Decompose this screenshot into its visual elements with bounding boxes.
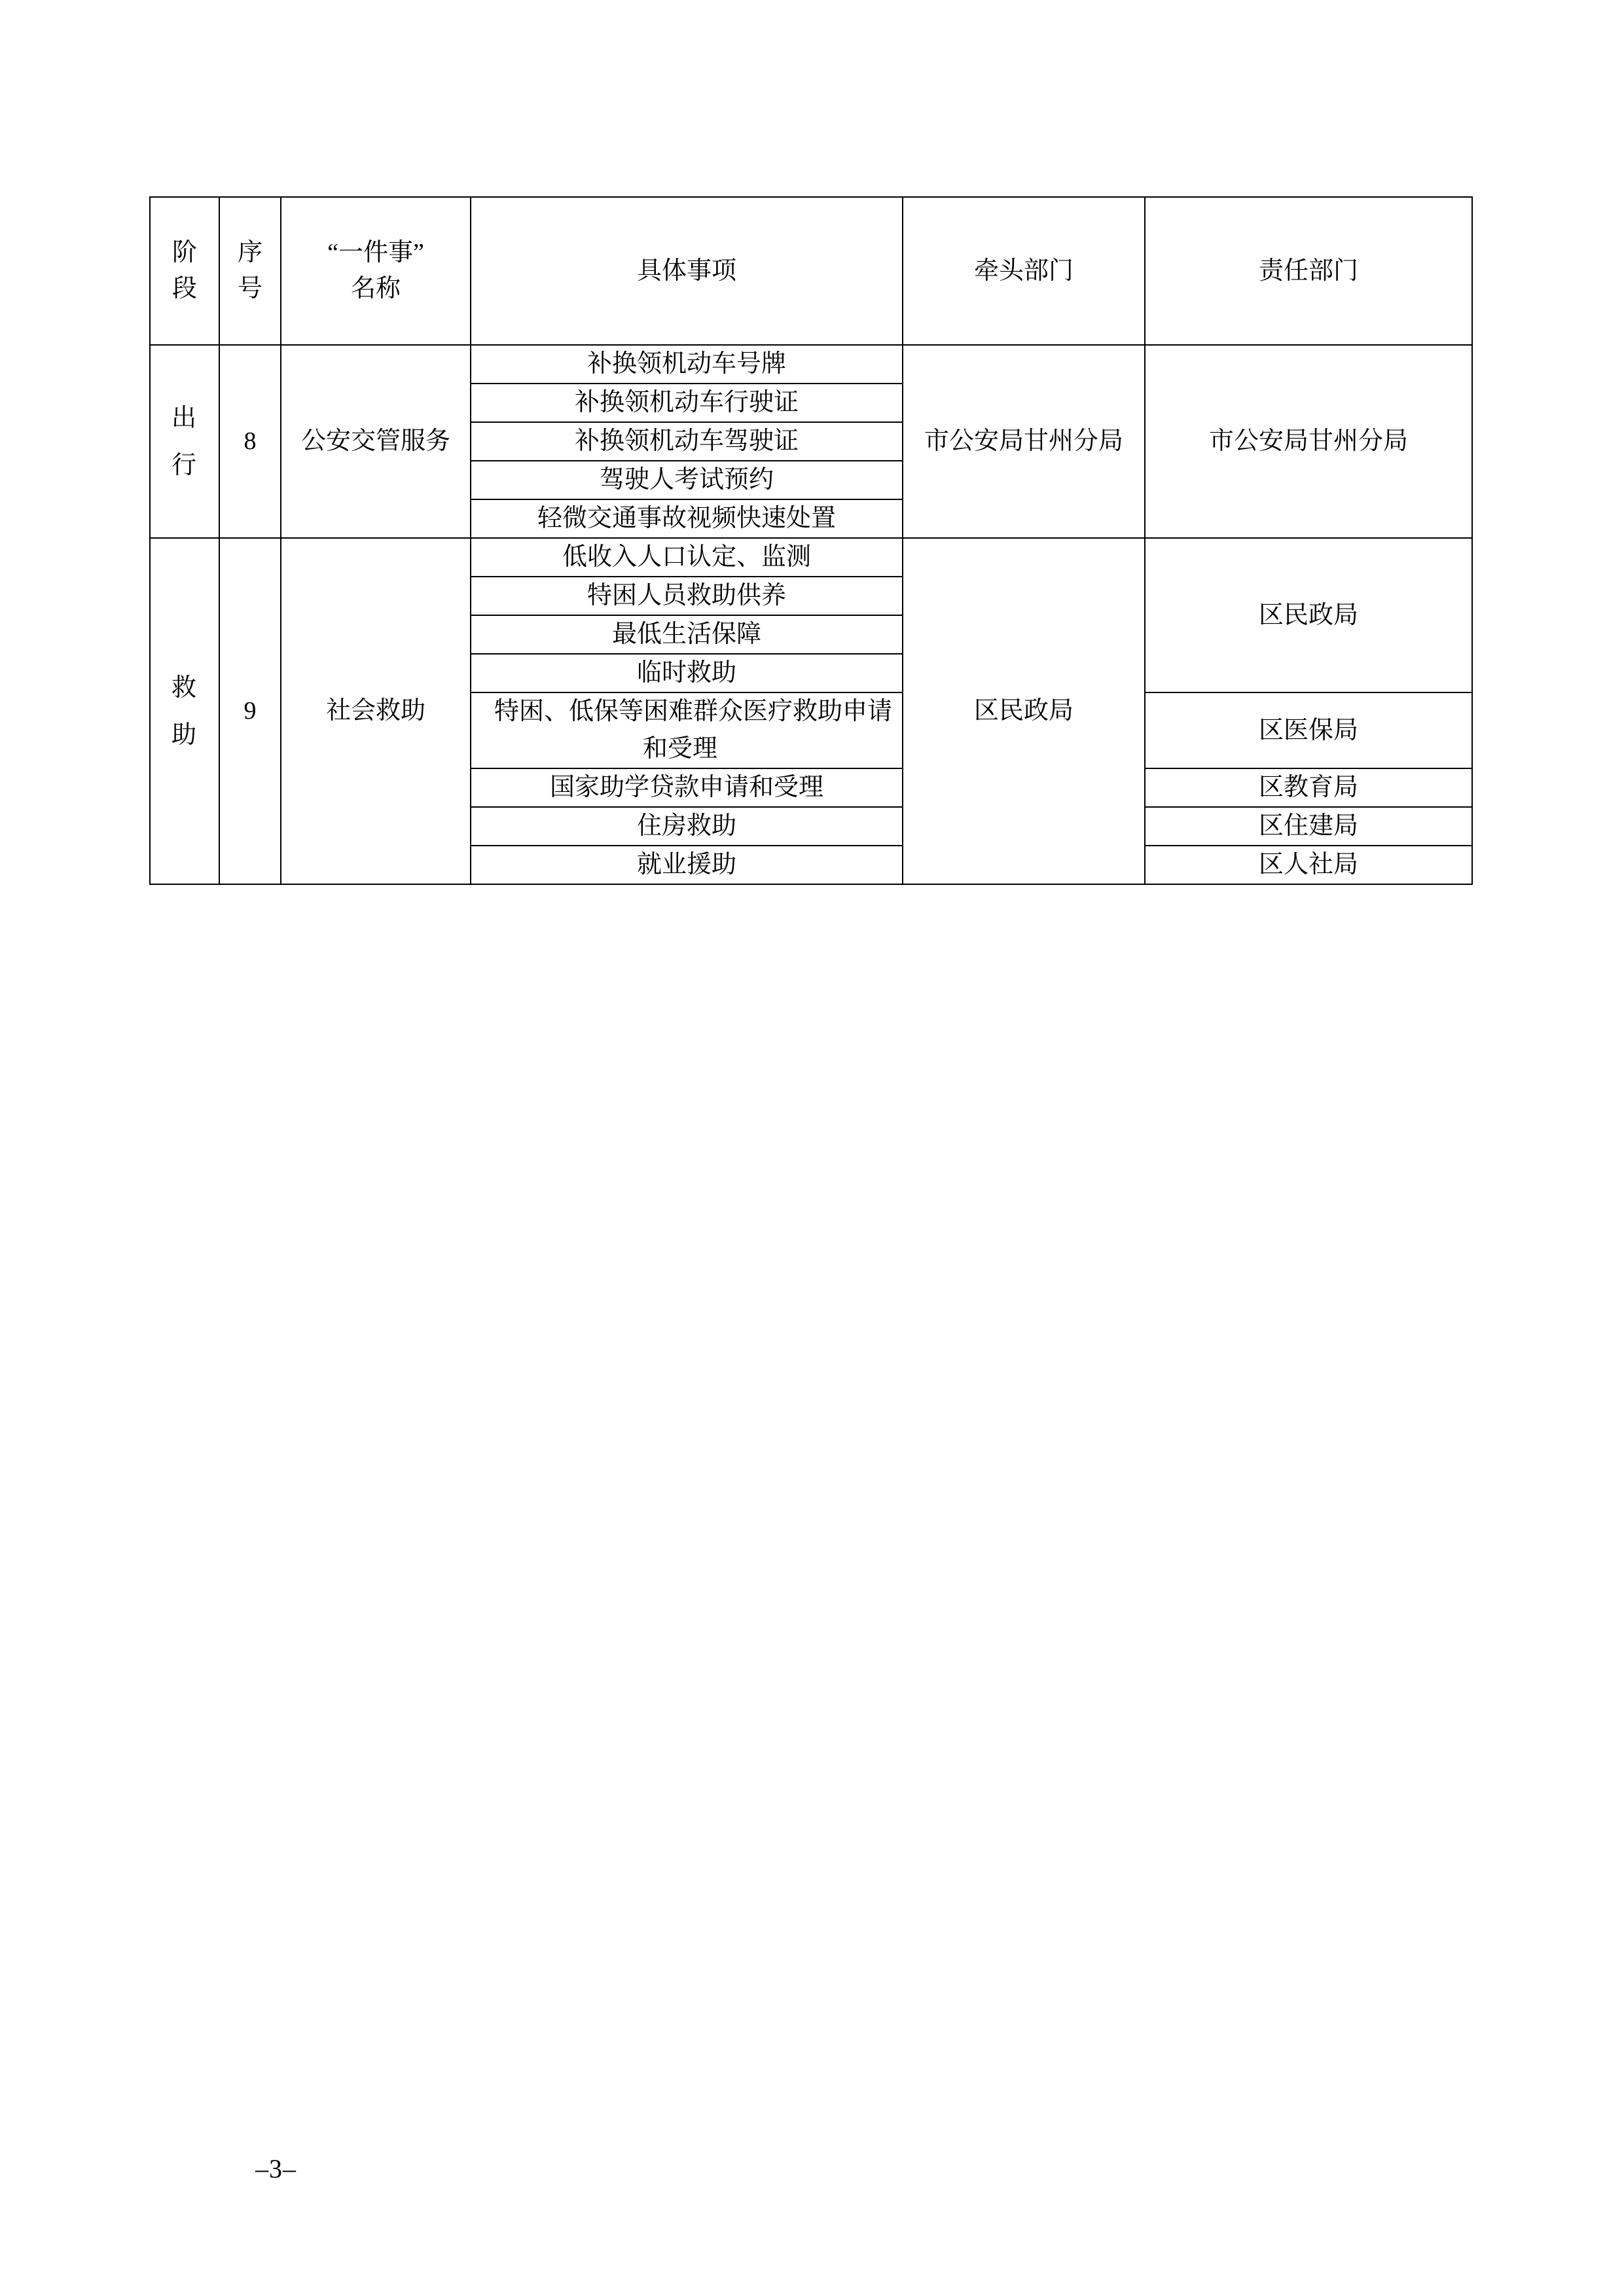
item-label: 就业援助	[636, 851, 736, 879]
header-no-line1: 序	[237, 239, 262, 266]
matters-table-container	[149, 196, 1471, 885]
item-cell	[471, 846, 903, 884]
stage-char-1-1: 出	[171, 404, 198, 432]
item-label: 低收入人口认定、监测	[562, 543, 811, 571]
item-label: 补换领机动车驾驶证	[574, 427, 799, 456]
header-resp	[1145, 197, 1472, 345]
item-cell	[471, 499, 903, 538]
header-name-line2: 名称	[350, 275, 401, 303]
resp-cell	[1145, 538, 1472, 692]
item-cell	[471, 577, 903, 615]
item-label: 最低生活保障	[611, 620, 761, 649]
resp-cell	[1145, 692, 1472, 768]
header-item-label: 具体事项	[636, 257, 736, 285]
header-lead	[903, 197, 1145, 345]
resp-cell	[1145, 807, 1472, 846]
header-item	[471, 197, 903, 345]
header-stage-line2: 段	[171, 275, 197, 303]
resp-label: 区民政局	[1258, 601, 1358, 629]
item-cell	[471, 384, 903, 422]
item-cell	[471, 768, 903, 807]
lead-cell-2-label: 区民政局	[973, 697, 1074, 725]
stage-cell-1	[150, 345, 219, 538]
item-label: 特困人员救助供养	[586, 582, 786, 610]
item-cell	[471, 422, 903, 461]
header-lead-label: 牵头部门	[973, 257, 1074, 285]
resp-label: 区住建局	[1258, 812, 1358, 840]
lead-cell-1-label: 市公安局甘州分局	[924, 427, 1123, 456]
item-label: 驾驶人考试预约	[599, 466, 774, 494]
item-label: 临时救助	[636, 659, 736, 687]
item-label: 住房救助	[636, 812, 736, 840]
resp-label: 区医保局	[1258, 716, 1358, 744]
name-cell-1-label: 公安交管服务	[300, 427, 450, 456]
name-cell-2	[281, 538, 471, 884]
header-no	[219, 197, 281, 345]
item-label: 特困、低保等困难群众医疗救助申请和受理	[494, 698, 892, 763]
item-cell	[471, 345, 903, 384]
item-cell	[471, 538, 903, 577]
table-row	[150, 538, 1472, 577]
header-no-line2: 号	[237, 275, 262, 303]
name-cell-2-label: 社会救助	[325, 697, 425, 725]
resp-label: 区人社局	[1258, 851, 1358, 879]
no-cell-1: 8	[219, 345, 281, 538]
name-cell-1	[281, 345, 471, 538]
lead-cell-1	[903, 345, 1145, 538]
header-stage	[150, 197, 219, 345]
resp-cell	[1145, 345, 1472, 538]
header-stage-line1: 阶	[171, 239, 197, 266]
table-header-row	[150, 197, 1472, 345]
item-label: 补换领机动车行驶证	[574, 389, 799, 417]
item-cell	[471, 461, 903, 499]
resp-label: 市公安局甘州分局	[1208, 427, 1408, 456]
header-name	[281, 197, 471, 345]
item-cell	[471, 615, 903, 654]
resp-label: 区教育局	[1258, 774, 1358, 802]
page-number: –3–	[255, 2154, 297, 2183]
item-label: 补换领机动车号牌	[586, 350, 786, 378]
item-cell	[471, 692, 903, 768]
item-label: 国家助学贷款申请和受理	[549, 774, 823, 802]
no-cell-2: 9	[219, 538, 281, 884]
stage-cell-2	[150, 538, 219, 884]
item-cell	[471, 807, 903, 846]
header-resp-label: 责任部门	[1258, 257, 1358, 285]
item-cell	[471, 654, 903, 692]
resp-cell	[1145, 768, 1472, 807]
stage-char-2-2: 助	[171, 721, 198, 749]
table-row	[150, 345, 1472, 384]
resp-cell	[1145, 846, 1472, 884]
item-label: 轻微交通事故视频快速处置	[537, 505, 836, 533]
stage-char-2-1: 救	[171, 673, 198, 702]
header-name-line1: “一件事”	[327, 239, 424, 266]
matters-table	[149, 196, 1473, 885]
stage-char-1-2: 行	[171, 451, 198, 479]
lead-cell-2	[903, 538, 1145, 884]
